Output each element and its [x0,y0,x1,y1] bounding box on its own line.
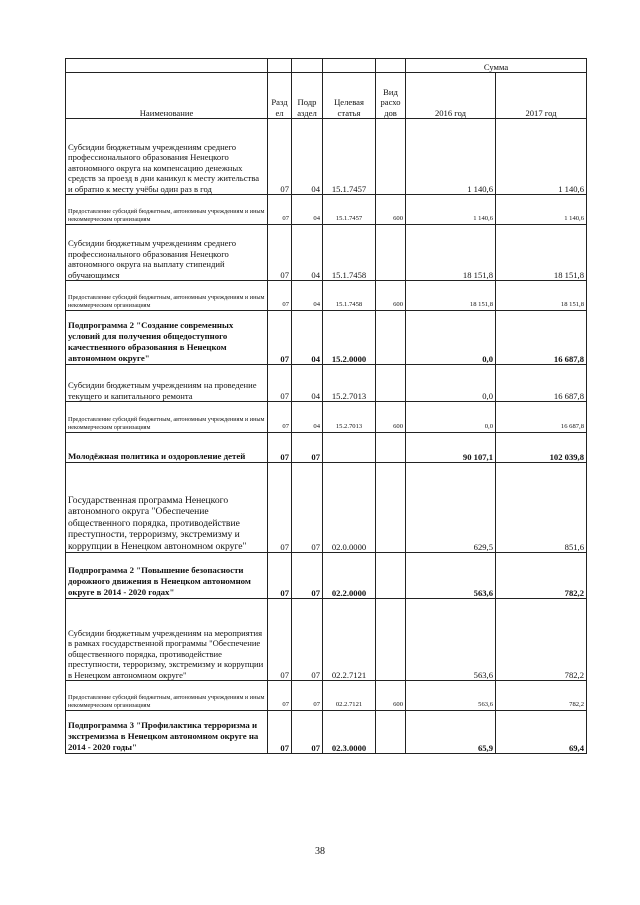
row-amount-2016: 1 140,6 [406,195,496,225]
row-podrazdel: 07 [292,553,323,599]
row-statya: 15.1.7458 [323,281,376,311]
table-row [66,711,587,754]
row-amount-2016: 1 140,6 [406,119,496,195]
row-podrazdel: 04 [292,225,323,281]
row-statya: 15.1.7458 [323,225,376,281]
header-year-2016: 2016 год [406,73,496,119]
row-statya: 02.2.7121 [323,599,376,681]
row-name: Молодёжная политика и оздоровление детей [66,433,268,463]
row-razdel: 07 [268,225,292,281]
row-statya: 15.2.0000 [323,311,376,365]
row-amount-2016: 0,0 [406,365,496,402]
row-amount-2016: 629,5 [406,463,496,553]
row-vid [376,553,406,599]
row-podrazdel: 04 [292,365,323,402]
row-razdel: 07 [268,195,292,225]
row-vid [376,433,406,463]
row-name: Субсидии бюджетным учреждениям среднего профессионального образования Ненецкого автономного округа на компенсацию денежных средств за проезд в дни каникул к месту жительства и обратно к месту учёбы один раз в год [66,119,268,195]
row-statya: 15.1.7457 [323,119,376,195]
row-podrazdel: 04 [292,195,323,225]
row-name: Субсидии бюджетным учреждениям среднего профессионального образования Ненецкого автономного округа на выплату стипендий обучающимся [66,225,268,281]
row-name: Субсидии бюджетным учреждениям на мероприятия в рамках государственной программы "Обеспечение общественного порядка, противодействие преступности, терроризму, экстремизму и коррупции в Ненецком автономном округе" [66,599,268,681]
header-razdel: Разд ел [268,73,292,119]
header-summa: Сумма [406,59,587,73]
row-vid: 600 [376,281,406,311]
header-blank-vid [376,59,406,73]
row-name: Подпрограмма 3 "Профилактика терроризма и экстремизма в Ненецком автономном округе на 2014 - 2020 годы" [66,711,268,754]
header-blank-name [66,59,268,73]
row-statya: 15.2.7013 [323,365,376,402]
row-podrazdel: 07 [292,681,323,711]
table-row [66,365,587,402]
row-statya: 02.2.0000 [323,553,376,599]
table-row [66,681,587,711]
row-statya: 15.1.7457 [323,195,376,225]
row-name: Предоставление субсидий бюджетным, автономным учреждениям и иным некоммерческим организациям [66,195,268,225]
header-statya: Целевая статья [323,73,376,119]
table-row [66,281,587,311]
row-amount-2016: 563,6 [406,681,496,711]
row-amount-2017: 782,2 [496,681,587,711]
header-blank-razdel [268,59,292,73]
row-amount-2017: 1 140,6 [496,119,587,195]
row-vid [376,119,406,195]
row-amount-2017: 18 151,8 [496,281,587,311]
header-podrazdel: Подр аздел [292,73,323,119]
header-name: Наименование [66,73,268,119]
row-vid [376,711,406,754]
row-name: Предоставление субсидий бюджетным, автономным учреждениям и иным некоммерческим организациям [66,402,268,433]
row-name: Подпрограмма 2 "Повышение безопасности дорожного движения в Ненецком автономном округе в 2014 - 2020 годах" [66,553,268,599]
row-name: Субсидии бюджетным учреждениям на проведение текущего и капитального ремонта [66,365,268,402]
row-statya [323,433,376,463]
row-vid [376,365,406,402]
row-name: Предоставление субсидий бюджетным, автономным учреждениям и иным некоммерческим организациям [66,281,268,311]
row-statya: 02.3.0000 [323,711,376,754]
row-razdel: 07 [268,365,292,402]
row-vid: 600 [376,402,406,433]
row-razdel: 07 [268,281,292,311]
table-row [66,402,587,433]
row-amount-2017: 18 151,8 [496,225,587,281]
header-blank-statya [323,59,376,73]
row-amount-2017: 782,2 [496,553,587,599]
row-name: Подпрограмма 2 "Создание современных условий для получения общедоступного качественного образования в Ненецком автономном округе" [66,311,268,365]
row-amount-2016: 18 151,8 [406,225,496,281]
row-statya: 15.2.7013 [323,402,376,433]
row-name: Предоставление субсидий бюджетным, автономным учреждениям и иным некоммерческим организациям [66,681,268,711]
row-podrazdel: 07 [292,599,323,681]
row-razdel: 07 [268,119,292,195]
row-amount-2016: 18 151,8 [406,281,496,311]
header-blank-podrazdel [292,59,323,73]
row-vid [376,225,406,281]
header-vid: Вид расхо дов [376,73,406,119]
header-row [66,73,587,119]
row-podrazdel: 04 [292,311,323,365]
row-amount-2017: 1 140,6 [496,195,587,225]
row-amount-2016: 0,0 [406,311,496,365]
row-razdel: 07 [268,433,292,463]
table-row [66,553,587,599]
budget-table [65,58,587,754]
table-row [66,195,587,225]
row-vid [376,463,406,553]
table-row [66,119,587,195]
row-amount-2017: 782,2 [496,599,587,681]
row-amount-2016: 563,6 [406,599,496,681]
row-razdel: 07 [268,553,292,599]
row-razdel: 07 [268,599,292,681]
row-amount-2017: 69,4 [496,711,587,754]
table-row [66,463,587,553]
row-amount-2016: 0,0 [406,402,496,433]
row-podrazdel: 04 [292,281,323,311]
row-vid: 600 [376,681,406,711]
row-razdel: 07 [268,711,292,754]
row-podrazdel: 07 [292,711,323,754]
row-podrazdel: 04 [292,402,323,433]
row-razdel: 07 [268,463,292,553]
table-row [66,599,587,681]
row-vid: 600 [376,195,406,225]
row-statya: 02.2.7121 [323,681,376,711]
row-amount-2016: 90 107,1 [406,433,496,463]
header-year-2017: 2017 год [496,73,587,119]
row-vid [376,311,406,365]
table-row [66,225,587,281]
row-podrazdel: 04 [292,119,323,195]
row-podrazdel: 07 [292,433,323,463]
row-amount-2017: 16 687,8 [496,365,587,402]
row-amount-2017: 851,6 [496,463,587,553]
table-row [66,433,587,463]
row-razdel: 07 [268,311,292,365]
row-amount-2017: 16 687,8 [496,402,587,433]
row-podrazdel: 07 [292,463,323,553]
row-razdel: 07 [268,681,292,711]
row-statya: 02.0.0000 [323,463,376,553]
page-number: 38 [315,846,325,857]
row-amount-2017: 16 687,8 [496,311,587,365]
header-row-top [66,59,587,73]
row-amount-2016: 65,9 [406,711,496,754]
row-amount-2016: 563,6 [406,553,496,599]
row-razdel: 07 [268,402,292,433]
table-row [66,311,587,365]
row-amount-2017: 102 039,8 [496,433,587,463]
row-name: Государственная программа Ненецкого автономного округа "Обеспечение общественного порядка, противодействие преступности, терроризму, экстремизму и коррупции в Ненецком автономном округе" [66,463,268,553]
row-vid [376,599,406,681]
